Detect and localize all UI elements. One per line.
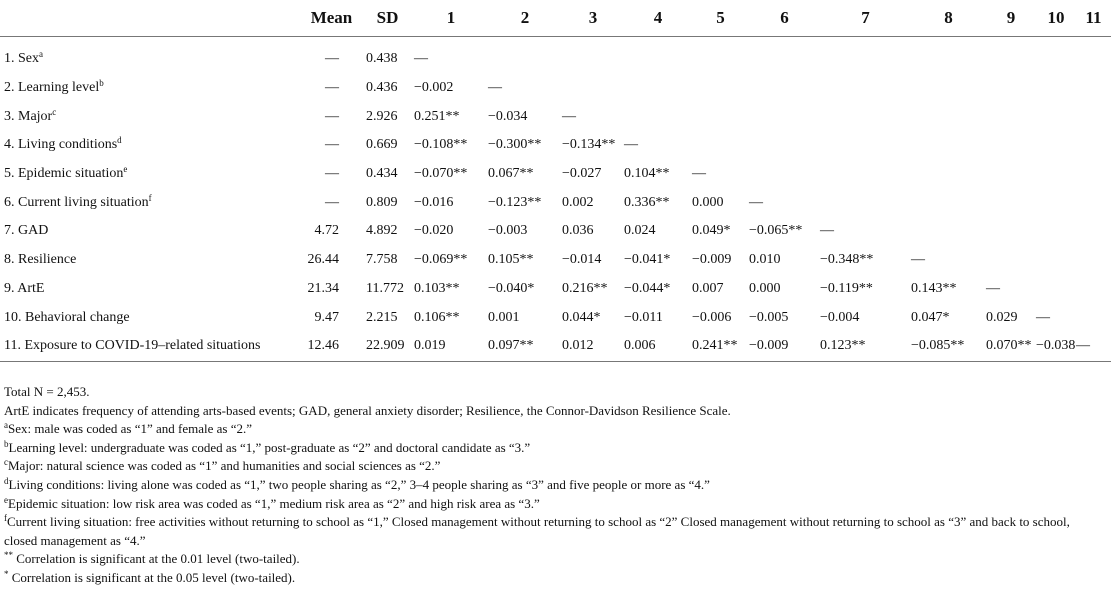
correlation-cell [1076,74,1111,103]
correlation-cell [1076,217,1111,246]
correlation-cell: 0.067** [488,166,534,182]
correlation-cell [488,37,562,74]
correlation-cell: 0.036 [562,223,594,239]
table-row [0,74,1111,103]
correlation-cell: 0.019 [414,332,488,361]
mean-cell: 4.72 [314,223,339,239]
correlation-cell: −0.009 [692,252,732,268]
correlation-cell [1076,37,1111,74]
correlation-cell [820,160,911,189]
table-row [0,131,1111,160]
correlation-cell: −0.085** [911,332,986,361]
sd-cell: 2.215 [366,309,398,325]
footnote-marker: f [148,192,152,203]
table-row [0,275,1111,304]
header-11: 11 [1076,0,1111,37]
correlation-cell [692,102,749,131]
correlation-cell: −0.006 [692,309,732,325]
variable-label [0,332,302,361]
correlation-cell: −0.108** [414,137,468,153]
footnote [4,495,1089,514]
correlation-cell [911,188,986,217]
correlation-cell: −0.002 [414,80,454,96]
mean-cell: 12.46 [302,332,361,361]
correlation-cell: 0.216** [562,280,608,296]
footnote-text: Living conditions: living alone was coded as “1,” two people sharing as “2,” 3–4 people sharing as “3” and five people or more as “4.” [8,476,710,492]
correlation-cell: 0.000 [692,194,724,210]
correlation-cell [911,37,986,74]
footnote-text: Learning level: undergraduate was coded as “1,” post-graduate as “2” and doctoral candidate as “3.” [8,439,531,455]
footnote [4,513,1089,550]
footnote [4,439,1089,458]
correlation-cell [986,37,1036,74]
correlation-cell [820,74,911,103]
correlation-cell [1076,160,1111,189]
correlation-cell [624,74,692,103]
footnote-marker: a [4,420,8,431]
correlation-cell: −0.040* [488,280,535,296]
footnote-marker: a [39,49,43,60]
header-6: 6 [749,0,820,37]
variable-name: 1. Sex [4,51,39,67]
header-mean: Mean [302,0,361,37]
correlation-cell: −0.020 [414,223,454,239]
variable-name: 4. Living conditions [4,137,118,153]
correlation-cell: −0.005 [749,309,789,325]
correlation-cell [749,131,820,160]
correlation-cell [1036,275,1076,304]
correlation-cell: −0.003 [488,223,528,239]
correlation-cell: 0.105** [488,252,534,268]
correlation-cell: — [414,51,428,67]
footnote-marker: b [4,438,9,449]
correlation-cell [1076,303,1111,332]
table-body [0,37,1111,362]
correlation-cell: 0.012 [562,332,624,361]
footnote-text: Major: natural science was coded as “1” and humanities and social sciences as “2.” [8,458,441,474]
mean-cell: — [325,166,339,182]
header-9: 9 [986,0,1036,37]
correlation-cell [562,74,624,103]
mean-cell: — [325,51,339,67]
correlation-cell: 0.143** [911,280,957,296]
correlation-cell [1036,217,1076,246]
table-row [0,160,1111,189]
variable-label [0,303,302,332]
sd-cell: 0.438 [366,51,398,67]
variable-label [0,217,302,246]
correlation-cell: 0.336** [624,194,670,210]
header-8: 8 [911,0,986,37]
correlation-cell [986,246,1036,275]
correlation-cell: 0.241** [692,332,749,361]
correlation-cell: 0.001 [488,309,520,325]
variable-label [0,160,302,189]
correlation-cell [624,37,692,74]
correlation-cell [911,102,986,131]
correlation-cell: — [820,223,834,239]
correlation-cell: −0.004 [820,309,860,325]
variable-name: 5. Epidemic situation [4,166,124,182]
correlation-cell [986,102,1036,131]
mean-cell: — [325,194,339,210]
correlation-cell [692,74,749,103]
variable-label [0,74,302,103]
mean-cell: 21.34 [307,280,339,296]
sd-cell: 4.892 [366,223,398,239]
correlation-cell [911,160,986,189]
sd-cell: 11.772 [366,280,404,296]
sd-cell: 7.758 [366,252,398,268]
footnote-marker: f [4,513,7,524]
correlation-cell [911,217,986,246]
footnote [4,457,1089,476]
table-row [0,303,1111,332]
correlation-cell [820,131,911,160]
sd-cell: 0.434 [366,166,398,182]
table-row [0,102,1111,131]
footnote [4,420,1089,439]
correlation-cell [749,102,820,131]
correlation-cell: −0.009 [749,332,820,361]
correlation-cell: −0.038 [1036,332,1076,361]
correlation-cell: −0.300** [488,137,542,153]
correlation-cell: −0.011 [624,309,663,325]
correlation-cell [692,131,749,160]
variable-name: 6. Current living situation [4,194,149,210]
correlation-cell [1036,102,1076,131]
footnote-marker: b [99,78,104,89]
correlation-cell: 0.106** [414,309,460,325]
header-10: 10 [1036,0,1076,37]
variable-name: 11. Exposure to COVID-19–related situations [4,338,261,354]
correlation-cell [1036,131,1076,160]
correlation-cell: 0.002 [562,194,594,210]
correlation-cell: −0.348** [820,252,874,268]
footnote-marker: * [4,568,9,579]
correlation-cell: — [488,80,502,96]
correlation-cell [749,74,820,103]
correlation-cell [1036,188,1076,217]
footnote-text: Total N = 2,453. [4,384,90,399]
sd-cell: 0.809 [366,194,398,210]
correlation-cell [1076,275,1111,304]
correlation-cell: −0.123** [488,194,542,210]
correlation-cell: — [562,108,576,124]
table-row [0,246,1111,275]
footnote-text: Current living situation: free activities without returning to school as “1,” Closed management without returning to school as “2” Closed management without returning to school as “3” and back to school, closed management as “4.” [4,514,1070,548]
header-2: 2 [488,0,562,37]
variable-name: 7. GAD [4,223,49,239]
correlation-cell: 0.049* [692,223,731,239]
correlation-cell: −0.134** [562,137,616,153]
footnote [4,550,1089,569]
header-row [0,0,1111,37]
mean-cell: 26.44 [307,252,339,268]
footnote-marker: c [4,457,8,468]
correlation-cell [986,217,1036,246]
variable-label [0,275,302,304]
correlation-cell [820,102,911,131]
correlation-cell: −0.065** [749,223,803,239]
correlation-cell [749,37,820,74]
mean-cell: — [325,137,339,153]
footnote-marker: c [52,106,57,117]
variable-label [0,188,302,217]
footnote-text: Sex: male was coded as “1” and female as “2.” [8,421,253,437]
correlation-cell: 0.097** [488,332,562,361]
footnote-marker: e [4,494,8,505]
correlation-cell: 0.070** [986,332,1036,361]
correlation-cell: 0.044* [562,309,601,325]
correlation-cell: — [911,252,925,268]
correlation-cell [911,131,986,160]
header-5: 5 [692,0,749,37]
correlation-cell: 0.047* [911,309,950,325]
variable-name: 9. ArtE [4,280,45,296]
table-row [0,188,1111,217]
correlation-cell [749,160,820,189]
correlation-cell [562,37,624,74]
correlation-cell: 0.010 [749,252,781,268]
correlation-cell: 0.007 [692,280,724,296]
header-4: 4 [624,0,692,37]
header-7: 7 [820,0,911,37]
variable-label [0,102,302,131]
correlation-cell [820,188,911,217]
correlation-cell: — [986,280,1000,296]
variable-label [0,246,302,275]
correlation-cell: 0.000 [749,280,781,296]
correlation-cell: −0.070** [414,166,468,182]
variable-name: 2. Learning level [4,80,100,96]
correlation-cell [820,37,911,74]
correlation-cell: −0.034 [488,108,528,124]
correlation-cell: −0.016 [414,194,454,210]
correlation-cell: 0.251** [414,108,460,124]
correlation-cell: — [624,137,638,153]
correlation-cell [986,131,1036,160]
footnote-marker: ** [4,550,13,561]
correlation-cell [1076,102,1111,131]
correlation-cell [1076,131,1111,160]
table-row [0,37,1111,74]
table-row [0,217,1111,246]
correlation-cell: — [1076,332,1111,361]
correlation-cell: — [692,166,706,182]
header-sd: SD [361,0,414,37]
correlation-cell [1036,74,1076,103]
footnote-marker: e [123,164,128,175]
footnote-text: Epidemic situation: low risk area was coded as “1,” medium risk area as “2” and high risk area as “3.” [8,495,540,511]
footnote [4,383,1089,402]
footnote [4,402,1089,421]
correlation-cell [692,37,749,74]
correlation-cell: 0.029 [986,309,1018,325]
correlation-cell [1036,246,1076,275]
sd-cell: 2.926 [366,108,398,124]
correlation-cell [1036,37,1076,74]
sd-cell: 0.669 [366,137,398,153]
correlation-cell: −0.027 [562,166,602,182]
variable-name: 3. Major [4,108,53,124]
footnote-marker: d [4,475,9,486]
correlation-cell: 0.104** [624,166,670,182]
correlation-cell: −0.119** [820,280,873,296]
correlation-cell: −0.041* [624,252,671,268]
table-footnotes [4,383,1089,588]
mean-cell: 9.47 [314,309,339,325]
correlation-cell: 0.103** [414,280,460,296]
variable-name: 8. Resilience [4,252,77,268]
correlation-cell: −0.069** [414,252,468,268]
correlation-cell [1076,188,1111,217]
header-1: 1 [414,0,488,37]
header-3: 3 [562,0,624,37]
variable-label [0,37,302,74]
table-row [0,332,1111,361]
correlation-cell: 0.123** [820,332,911,361]
variable-label [0,131,302,160]
footnote-text: Correlation is significant at the 0.05 level (two-tailed). [8,569,296,585]
footnote-marker: d [117,135,122,146]
footnote [4,569,1089,588]
correlation-cell [1036,160,1076,189]
footnote-text: Correlation is significant at the 0.01 level (two-tailed). [13,551,300,567]
sd-cell: 22.909 [361,332,414,361]
sd-cell: 0.436 [366,80,398,96]
correlation-cell: — [749,194,763,210]
correlation-cell [986,188,1036,217]
correlation-cell: — [1036,309,1050,325]
footnote-text: ArtE indicates frequency of attending arts-based events; GAD, general anxiety disorder; Resilience, the Connor-Davidson Resilience Scale. [4,402,731,418]
correlation-cell: 0.006 [624,332,692,361]
correlation-cell [911,74,986,103]
header-variable [0,0,302,37]
footnote [4,476,1089,495]
correlation-cell: 0.024 [624,223,656,239]
variable-name: 10. Behavioral change [4,309,130,325]
correlation-cell [986,160,1036,189]
correlation-cell [624,102,692,131]
correlation-cell: −0.014 [562,252,602,268]
correlation-cell [1076,246,1111,275]
correlation-cell [986,74,1036,103]
correlation-cell: −0.044* [624,280,671,296]
mean-cell: — [325,80,339,96]
mean-cell: — [325,108,339,124]
